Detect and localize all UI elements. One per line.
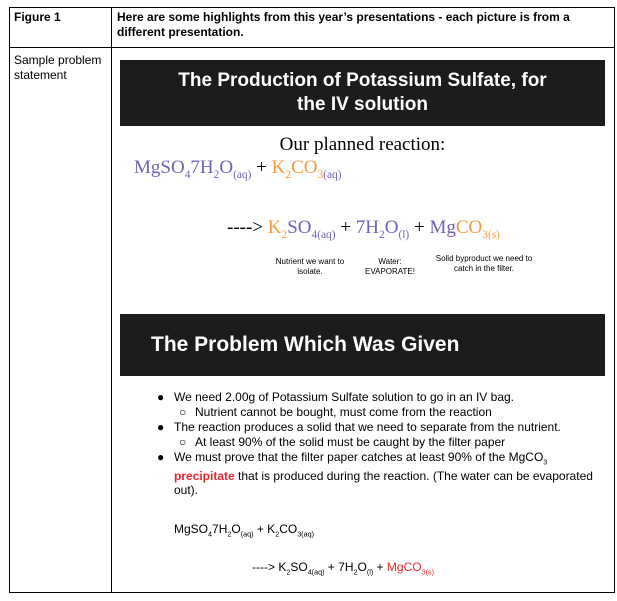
slide2-title: The Problem Which Was Given: [151, 333, 460, 356]
header-description: Here are some highlights from this year’s presentations - each picture is from a different presentation.: [117, 10, 570, 39]
bullet-dot: ●: [157, 450, 165, 464]
slide1-title-banner: [120, 60, 605, 126]
slide1-note-nutrient: Nutrient we want to isolate.: [275, 257, 345, 276]
table-border-left: [9, 7, 10, 593]
row-label: Sample problem statement: [14, 53, 102, 82]
sub-bullet-circle: ○: [179, 435, 187, 449]
slide2-products: ----> $K_2SO_{4(aq)} + 7H_2O_{(l)}$ + MgCO$_{3(s)}$: [252, 560, 434, 577]
table-border-top: [9, 7, 615, 8]
slide1-title-line1: The Production of Potassium Sulfate, for: [178, 70, 547, 91]
slide1-title-line2: the IV solution: [297, 94, 428, 115]
slide2-bullet1: We need 2.00g of Potassium Sulfate solution to go in an IV bag.: [174, 390, 515, 404]
slide1-subtitle: Our planned reaction:: [279, 134, 446, 155]
table-row-divider: [9, 47, 615, 48]
slide2-subbullet1: Nutrient cannot be bought, must come from the reaction: [195, 405, 492, 419]
sub-bullet-circle: ○: [179, 405, 187, 419]
header-figure-label: Figure 1: [14, 10, 61, 24]
slide2-title-banner: [120, 314, 605, 376]
slide1-reactants: $MgSO_47H_2O_{(aq)} + K_2CO_{3(aq)}$: [134, 157, 342, 181]
table-border-right: [614, 7, 615, 593]
slide2-subbullet2: At least 90% of the solid must be caught by the filter paper: [195, 435, 506, 449]
bullet-dot: ●: [157, 420, 165, 434]
slide2-reactants: $MgSO_47H_2O_{(aq)} + K_2CO_{3(aq)}$: [174, 522, 314, 539]
table-border-bottom: [9, 592, 615, 593]
table-column-divider: [111, 7, 112, 593]
bullet-dot: ●: [157, 390, 165, 404]
slide1-note-water: Water: EVAPORATE!: [365, 257, 415, 276]
figure-table: [9, 7, 615, 593]
slide2-bullet2: The reaction produces a solid that we need to separate from the nutrient.: [174, 420, 561, 434]
precipitate-highlight: precipitate: [174, 469, 235, 484]
slide1-note-byproduct: Solid byproduct we need to catch in the filter.: [435, 254, 533, 273]
slide2-bullet3: We must prove that the filter paper catches at least 90% of the MgCO$_3$ precipitate that is produced during the reaction. (The water can be evaporated out).: [174, 450, 593, 498]
slide1-products: ----> $K_2SO_{4(aq)} + 7H_2O_{(l)}$ + MgCO$_{3(s)}$: [227, 217, 500, 241]
